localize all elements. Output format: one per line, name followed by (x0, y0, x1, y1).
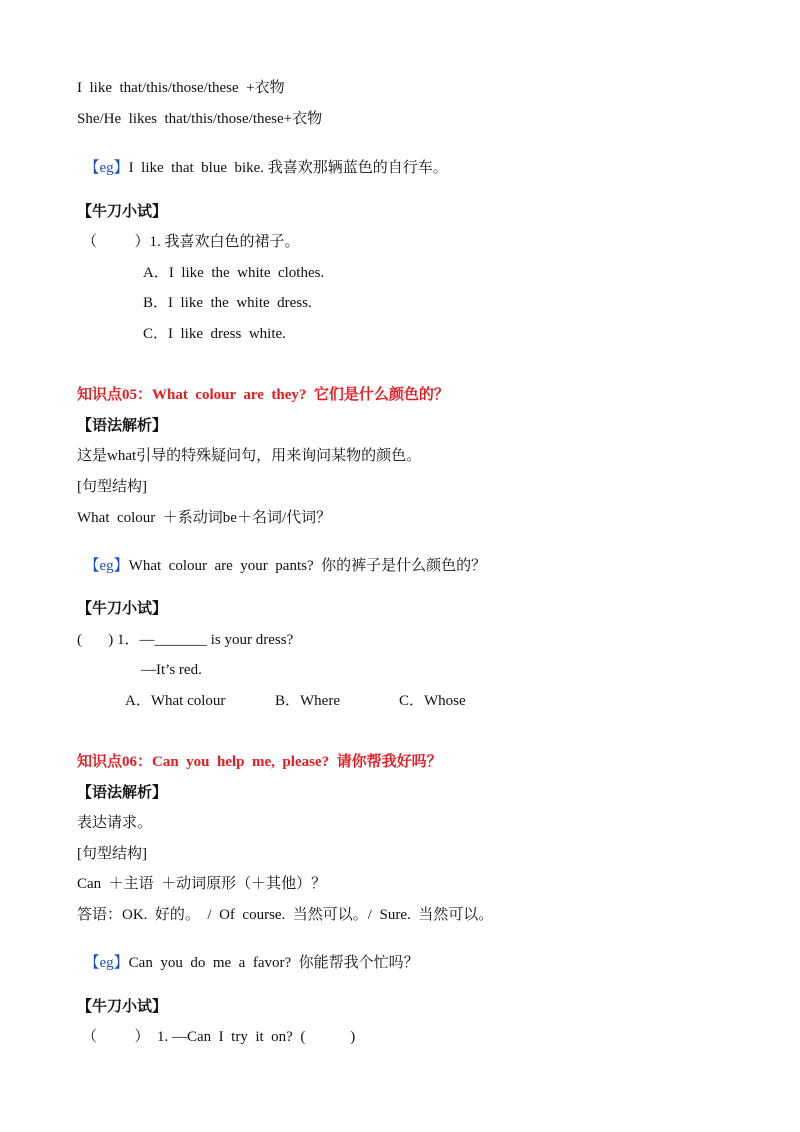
line-i-like: I like that/this/those/these +衣物 (77, 80, 285, 96)
grammar-description: 表达请求。 (77, 815, 153, 831)
option-b: B．Where (275, 693, 340, 709)
example-line-bike (77, 141, 448, 177)
eg-text: I like that blue bike. 我喜欢那辆蓝色的自行车。 (128, 160, 448, 176)
practice-question: （ ） 1. —Can I try it on? ( ) (82, 1029, 356, 1045)
knowledge-point-05-title: 知识点05：What colour are they? 它们是什么颜色的？ (77, 387, 449, 403)
practice-heading: 【牛刀小试】 (77, 204, 168, 220)
option-a: A．What colour (125, 693, 226, 709)
eg-tag: 【eg】 (84, 558, 129, 574)
grammar-description: 这是what引导的特殊疑问句，用来询问某物的颜色。 (77, 448, 422, 464)
eg-tag: 【eg】 (84, 160, 129, 176)
knowledge-point-06-title: 知识点06：Can you help me, please? 请你帮我好吗？ (77, 754, 442, 770)
eg-tag: 【eg】 (84, 955, 129, 971)
example-line-pants (77, 539, 486, 575)
practice-question: （ ）1. 我喜欢白色的裙子。 (82, 234, 300, 250)
eg-text: What colour are your pants? 你的裤子是什么颜色的？ (128, 558, 487, 574)
practice-question: ( ) 1．—_______ is your dress? (77, 632, 294, 648)
example-line-favor (77, 936, 419, 972)
sentence-structure: Can ＋主语 ＋动词原形（＋其他）？ (77, 876, 327, 892)
eg-text: Can you do me a favor? 你能帮我个忙吗？ (128, 955, 419, 971)
practice-answer: —It’s red. (141, 662, 202, 678)
option-c: C．I like dress white. (143, 326, 286, 342)
grammar-analysis-heading: 【语法解析】 (77, 785, 168, 801)
sentence-structure: What colour ＋系动词be＋名词/代词？ (77, 510, 332, 526)
grammar-analysis-heading: 【语法解析】 (77, 418, 168, 434)
option-b: B．I like the white dress. (143, 295, 312, 311)
practice-heading: 【牛刀小试】 (77, 999, 168, 1015)
option-c: C．Whose (399, 693, 466, 709)
option-a: A．I like the white clothes. (143, 265, 325, 281)
reply-line: 答语：OK. 好的。 / Of course. 当然可以。/ Sure. 当然可以。 (77, 907, 494, 923)
practice-heading: 【牛刀小试】 (77, 601, 168, 617)
structure-label: [句型结构] (77, 846, 147, 862)
structure-label: [句型结构] (77, 479, 147, 495)
line-she-he-likes: She/He likes that/this/those/these+衣物 (77, 111, 323, 127)
